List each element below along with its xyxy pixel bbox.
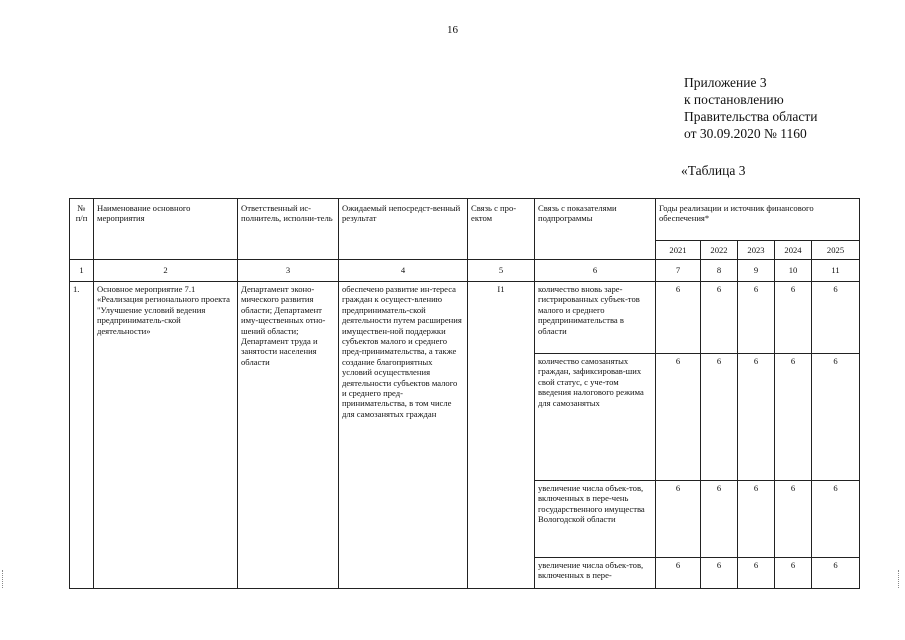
column-numbers-row [70,260,860,282]
header-year: 2025 [812,241,860,260]
indicator-value: 6 [812,481,860,558]
indicator-value: 6 [775,282,812,354]
indicator-value: 6 [812,282,860,354]
header-indicator-link: Связь с показателями подпрограммы [535,199,656,260]
indicator-value: 6 [812,558,860,589]
row-project-link: I1 [468,282,535,589]
column-number: 8 [701,260,738,282]
appendix-line-2: к постановлению [684,92,784,107]
row-num: 1. [70,282,94,589]
indicator-text: увеличение числа объек-тов, включенных в пере-чень государственного имущества Вологодской области [535,481,656,558]
indicator-value: 6 [738,481,775,558]
indicator-value: 6 [701,481,738,558]
header-row [70,199,860,241]
header-years-group: Годы реализации и источник финансового обеспечения* [656,199,860,241]
header-year: 2023 [738,241,775,260]
indicator-value: 6 [812,354,860,481]
row-responsible: Департамент эконо-мического развития области; Департамент иму-щественных отно-шений области; Департамент труда и занятости населения области [238,282,339,589]
header-year: 2021 [656,241,701,260]
indicator-value: 6 [701,354,738,481]
page-number: 16 [447,24,458,36]
column-number: 2 [94,260,238,282]
indicator-value: 6 [738,354,775,481]
header-num: № п/п [70,199,94,260]
appendix-line-1: Приложение 3 [684,75,767,90]
row-name: Основное мероприятие 7.1 «Реализация регионального проекта "Улучшение условий ведения предприниматель-ской деятельности» [94,282,238,589]
indicator-value: 6 [775,481,812,558]
column-number: 5 [468,260,535,282]
indicator-value: 6 [775,558,812,589]
indicator-value: 6 [656,481,701,558]
column-number: 3 [238,260,339,282]
column-number: 7 [656,260,701,282]
indicator-value: 6 [656,354,701,481]
column-number: 6 [535,260,656,282]
header-result: Ожидаемый непосредст-венный результат [339,199,468,260]
appendix-heading [684,74,817,142]
table-row [70,282,860,354]
column-number: 1 [70,260,94,282]
main-table [69,198,860,589]
column-number: 11 [812,260,860,282]
scan-edge-mark [898,570,901,588]
header-year: 2022 [701,241,738,260]
indicator-value: 6 [656,558,701,589]
header-responsible: Ответственный ис-полнитель, исполни-тель [238,199,339,260]
indicator-text: количество вновь заре-гистрированных субъек-тов малого и среднего предпринимательства в области [535,282,656,354]
indicator-value: 6 [701,558,738,589]
indicator-text: увеличение числа объек-тов, включенных в пере- [535,558,656,589]
table-label: «Таблица 3 [681,163,746,178]
indicator-value: 6 [701,282,738,354]
scan-edge-mark [2,570,5,588]
indicator-value: 6 [738,558,775,589]
appendix-line-3: Правительства области [684,109,818,124]
header-name: Наименование основного мероприятия [94,199,238,260]
indicator-value: 6 [738,282,775,354]
indicator-value: 6 [775,354,812,481]
appendix-line-4: от 30.09.2020 № 1160 [684,126,807,141]
row-result: обеспечено развитие ин-тереса граждан к осущест-влению предприниматель-ской деятельности путем расширения имуществен-ной поддержки субъектов малого и среднего пред-принимательства, а также создание благоприятных условий осуществления деятельности субъектов малого и среднего пред-принимательства, в том числе для самозанятых граждан [339,282,468,589]
indicator-text: количество самозанятых граждан, зафиксировав-ших свой статус, с уче-том введения налогового режима для самозанятых [535,354,656,481]
column-number: 10 [775,260,812,282]
column-number: 4 [339,260,468,282]
header-project-link: Связь с про-ектом [468,199,535,260]
indicator-value: 6 [656,282,701,354]
header-year: 2024 [775,241,812,260]
column-number: 9 [738,260,775,282]
